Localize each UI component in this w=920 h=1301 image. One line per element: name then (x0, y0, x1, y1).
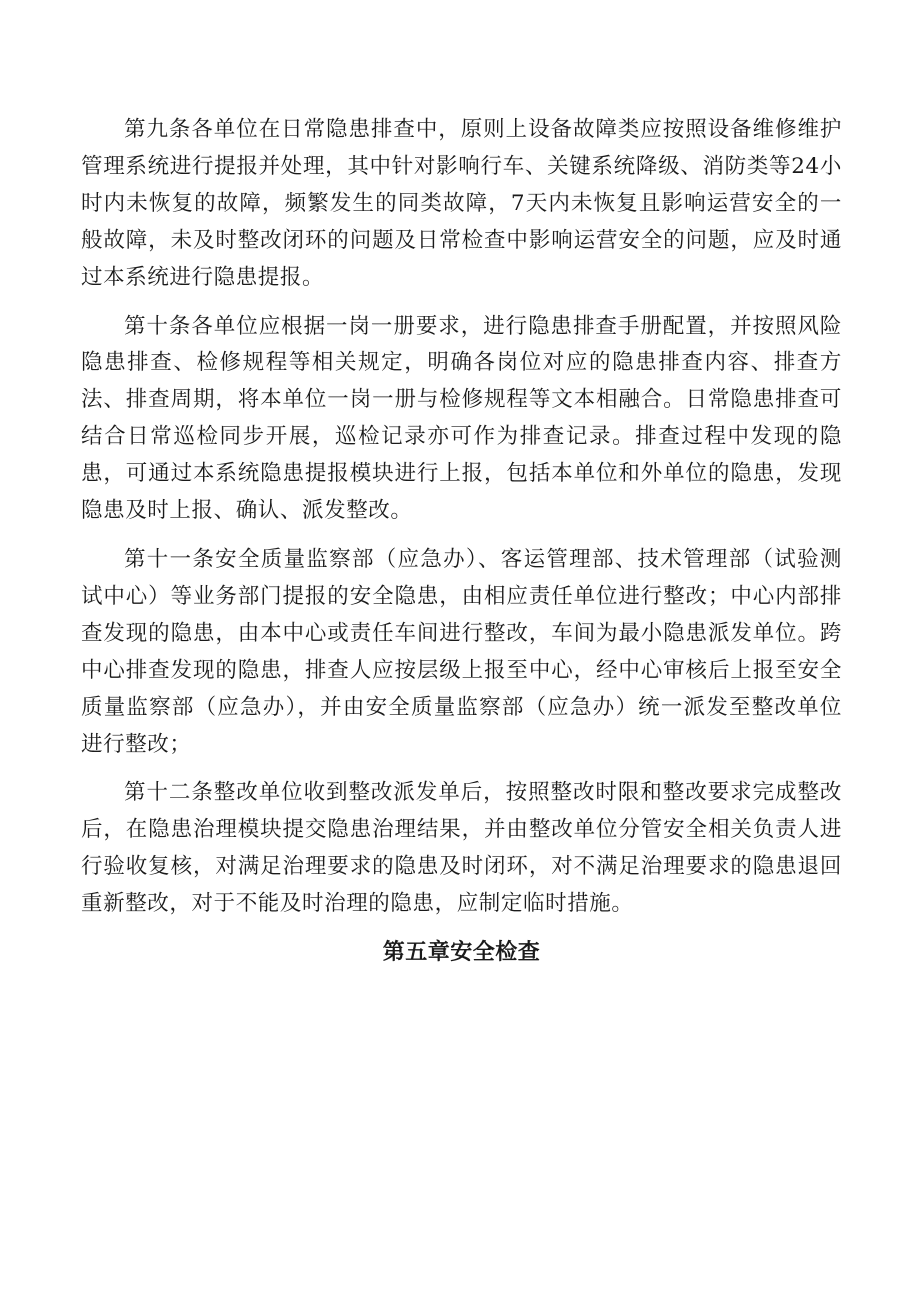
article-11-paragraph: 第十一条安全质量监察部（应急办）、客运管理部、技术管理部（试验测试中心）等业务部门提报的安全隐患，由相应责任单位进行整改；中心内部排查发现的隐患，由本中心或责任车间进行整改，车间为最小隐患派发单位。跨中心排查发现的隐患，排查人应按层级上报至中心，经中心审核后上报至安全质量监察部（应急办），并由安全质量监察部（应急办）统一派发至整改单位进行整改； (81, 546, 842, 757)
article-10-paragraph: 第十条各单位应根据一岗一册要求，进行隐患排查手册配置，并按照风险隐患排查、检修规程等相关规定，明确各岗位对应的隐患排查内容、排查方法、排查周期，将本单位一岗一册与检修规程等文本相融合。日常隐患排查可结合日常巡检同步开展，巡检记录亦可作为排查记录。排查过程中发现的隐患，可通过本系统隐患提报模块进行上报，包括本单位和外单位的隐患，发现隐患及时上报、确认、派发整改。 (81, 313, 842, 524)
chapter-5-heading: 第五章安全检查 (382, 940, 541, 966)
article-12-paragraph: 第十二条整改单位收到整改派发单后，按照整改时限和整改要求完成整改后，在隐患治理模块提交隐患治理结果，并由整改单位分管安全相关负责人进行验收复核，对满足治理要求的隐患及时闭环，对不满足治理要求的隐患退回重新整改，对于不能及时治理的隐患，应制定临时措施。 (81, 780, 842, 917)
article-9-paragraph: 第九条各单位在日常隐患排查中，原则上设备故障类应按照设备维修维护管理系统进行提报并处理，其中针对影响行车、关键系统降级、消防类等24小时内未恢复的故障，频繁发生的同类故障，7天内未恢复且影响运营安全的一般故障，未及时整改闭环的问题及日常检查中影响运营安全的问题，应及时通过本系统进行隐患提报。 (81, 117, 842, 290)
